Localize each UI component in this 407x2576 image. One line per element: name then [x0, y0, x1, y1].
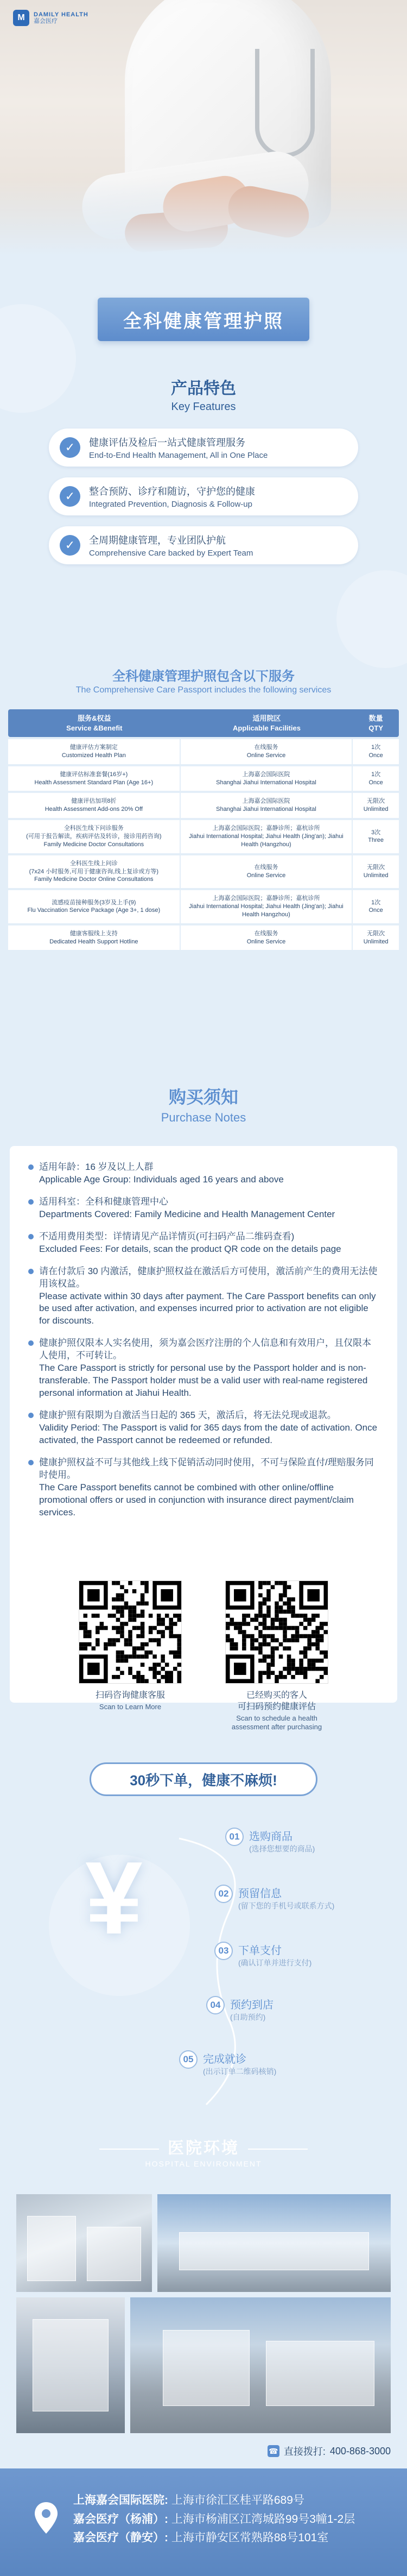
feature-label: 健康评估及检后一站式健康管理服务 — [89, 437, 245, 448]
table-header-row — [8, 709, 399, 737]
step-item — [179, 2050, 276, 2077]
table-cell: 上海嘉会国际医院 Shanghai Jiahui International Hospital — [181, 793, 353, 818]
feature-label-en: Comprehensive Care backed by Expert Team — [89, 549, 253, 558]
note-text-en: Excluded Fees: For details, scan the product QR code on the details page — [39, 1243, 341, 1254]
note-item — [28, 1231, 379, 1256]
services-section — [0, 665, 407, 952]
features-title: 产品特色 — [171, 380, 236, 398]
table-cell: 健康客服线上支持 Dedicated Health Support Hotline — [8, 925, 181, 950]
bullet-icon — [28, 1460, 34, 1465]
table-cell: 无限次 Unlimited — [353, 925, 399, 950]
bullet-icon — [28, 1269, 34, 1274]
qr-code-icon[interactable] — [79, 1580, 182, 1684]
notes-card — [10, 1146, 397, 1731]
table-header: 数量 QTY — [353, 709, 399, 737]
feature-label: 全周期健康管理，专业团队护航 — [89, 535, 226, 546]
qr-caption: 已经购买的客人 可扫码预约健康评估 — [237, 1691, 316, 1711]
qr-consult[interactable] — [76, 1580, 185, 1731]
photo-grid — [16, 2194, 391, 2433]
note-item — [28, 1337, 379, 1400]
table-cell: 健康评估方案制定 Customized Health Plan — [8, 739, 181, 764]
table-cell: 健康评估加项8折 Health Assessment Add-ons 20% Off — [8, 793, 181, 818]
table-cell: 上海嘉会国际医院；嘉静诊所；嘉杭诊所 Jiahui International Hospital; Jiahui Health (Jing'an); Jiahui Health Hangzhou) — [181, 890, 353, 923]
table-row — [8, 766, 399, 791]
table-cell: 全科医生线下问诊服务 (可用于报告解读，疾病评估及转诊，接诊用药咨询) Family Medicine Doctor Consultations — [8, 820, 181, 853]
check-icon: ✓ — [60, 535, 80, 556]
note-text-en: Please activate within 30 days after payment. The Care Passport benefits can only be used after activation, and expenses incurred prior to activation are not eligible for discounts. — [39, 1290, 376, 1326]
table-cell: 健康评估标准套餐(16岁+) Health Assessment Standard Plan (Age 16+) — [8, 766, 181, 791]
qr-caption-en: Scan to schedule a health assessment after purchasing — [231, 1714, 322, 1731]
note-text: 健康护照仅限本人实名使用，须为嘉会医疗注册的个人信息和有效用户，且仅限本人使用，不可转让。 — [39, 1338, 371, 1361]
hospital-photo — [16, 2297, 125, 2433]
hero-image — [0, 0, 407, 255]
footer — [0, 2468, 407, 2576]
table-header: 服务&权益 Service &Benefit — [8, 709, 181, 737]
environment-section — [0, 2134, 407, 2457]
table-row — [8, 890, 399, 923]
qr-caption: 扫码咨询健康客服 — [95, 1691, 165, 1700]
note-item — [28, 1196, 379, 1221]
table-header: 适用院区 Applicable Facilities — [181, 709, 353, 737]
note-text: 适用年龄：16 岁及以上人群 — [39, 1162, 154, 1172]
note-text: 请在付款后 30 内激活，健康护照权益在激活后方可使用，激活前产生的费用无法使用该权益。 — [39, 1265, 378, 1289]
note-item — [28, 1457, 379, 1519]
table-body — [8, 739, 399, 950]
table-cell: 流感疫苗接种服务(3岁及上手(9) Flu Vaccination Service Package (Age 3+, 1 dose) — [8, 890, 181, 923]
step-desc: (选择您想要的商品) — [249, 1844, 315, 1853]
note-text-en: The Care Passport benefits cannot be combined with other online/offline promotional offers or used in conjunction with insurance direct payment/claim services. — [39, 1482, 354, 1517]
features-section — [0, 375, 407, 575]
bullet-icon — [28, 1413, 34, 1418]
step-item — [214, 1885, 334, 1911]
step-desc: (留下您的手机号或联系方式) — [238, 1901, 335, 1910]
table-cell: 3次 Three — [353, 820, 399, 853]
feature-label-en: Integrated Prevention, Diagnosis & Follow-up — [89, 500, 252, 509]
step-item — [225, 1828, 315, 1854]
bullet-icon — [28, 1234, 34, 1239]
note-text-en: The Care Passport is strictly for personal use by the Passport holder and is non-transferable. The Passport holder must be a valid user with real-name registered personal information at Jiahui Health. — [39, 1363, 368, 1399]
brand-name-en: DAMILY HEALTH — [34, 11, 88, 18]
hotline[interactable] — [268, 2444, 391, 2458]
note-text: 不适用费用类型：详情请见产品详情页(可扫码产品二维码查看) — [39, 1231, 295, 1242]
step-label: 下单支付 — [238, 1945, 282, 1957]
feature-item — [49, 526, 358, 564]
feature-item — [49, 429, 358, 467]
address-item: 嘉会医疗（杨浦）: 上海市杨浦区江湾城路99号3幢1-2层 — [73, 2512, 355, 2525]
table-cell: 在线服务 Online Service — [181, 739, 353, 764]
hospital-photo — [157, 2194, 391, 2292]
address-item: 嘉会医疗（静安）: 上海市静安区常熟路88号101室 — [73, 2531, 329, 2544]
bullet-icon — [28, 1340, 34, 1346]
step-number: 03 — [214, 1942, 233, 1960]
notes-title: 购买须知 — [168, 1087, 238, 1107]
feature-label: 整合预防、诊疗和随访，守护您的健康 — [89, 486, 255, 497]
environment-subtitle: HOSPITAL ENVIRONMENT — [145, 2159, 262, 2168]
hotline-label: 直接拨打: — [283, 2446, 326, 2457]
brand-logo — [13, 10, 88, 26]
step-item — [214, 1942, 311, 1968]
location-pin-icon — [33, 2501, 60, 2535]
table-row — [8, 855, 399, 889]
table-row — [8, 739, 399, 764]
logo-mark-icon: M — [13, 10, 29, 26]
notes-subtitle: Purchase Notes — [161, 1111, 246, 1124]
page-title: 全科健康管理护照 — [98, 298, 309, 341]
services-table — [8, 707, 399, 952]
step-item — [206, 1996, 274, 2023]
note-item — [28, 1161, 379, 1186]
address-list — [73, 2491, 355, 2548]
step-label: 选购商品 — [249, 1831, 292, 1843]
note-text: 健康护照权益不可与其他线上线下促销活动同时使用，不可与保险直付/理赔服务同时使用。 — [39, 1457, 374, 1480]
environment-title: 医院环境 — [168, 2139, 239, 2157]
qr-booking[interactable] — [222, 1580, 331, 1731]
note-text-en: Departments Covered: Family Medicine and Health Management Center — [39, 1208, 335, 1219]
hospital-photo — [130, 2297, 391, 2433]
table-cell: 全科医生线上问诊 (7x24 小时服务,可用于健康咨询,线上复诊或方等) Family Medicine Doctor Online Consultations — [8, 855, 181, 889]
phone-icon: ☎ — [268, 2445, 279, 2457]
step-label: 完成就诊 — [203, 2054, 246, 2065]
table-cell: 无限次 Unlimited — [353, 855, 399, 889]
table-cell: 在线服务 Online Service — [181, 855, 353, 889]
hotline-number[interactable]: 400-868-3000 — [329, 2445, 391, 2457]
order-steps-section — [0, 1762, 407, 2121]
step-label: 预约到店 — [230, 1999, 274, 2011]
feature-label-en: End-to-End Health Management, All in One Place — [89, 451, 268, 460]
hospital-photo — [16, 2194, 152, 2292]
step-number: 02 — [214, 1885, 233, 1903]
check-icon: ✓ — [60, 486, 80, 507]
address-item: 上海嘉会国际医院: 上海市徐汇区桂平路689号 — [73, 2494, 304, 2506]
note-item — [28, 1265, 379, 1328]
feature-list — [49, 429, 358, 564]
table-cell: 上海嘉会国际医院 Shanghai Jiahui International Hospital — [181, 766, 353, 791]
bullet-icon — [28, 1199, 34, 1205]
qr-row — [10, 1580, 397, 1731]
bullet-icon — [28, 1164, 34, 1170]
table-cell: 在线服务 Online Service — [181, 925, 353, 950]
services-subtitle: The Comprehensive Care Passport includes the following services — [75, 685, 332, 695]
purchase-notes-section — [0, 1084, 407, 1731]
table-cell: 上海嘉会国际医院；嘉静诊所；嘉杭诊所 Jiahui International Hospital; Jiahui Health (Jing'an); Jiahui Health (Hangzhou) — [181, 820, 353, 853]
qr-code-icon[interactable] — [225, 1580, 328, 1684]
table-cell: 1次 Once — [353, 739, 399, 764]
note-text: 健康护照有限期为自激活当日起的 365 天，激活后，将无法兑现或退款。 — [39, 1410, 336, 1420]
step-desc: (出示订单二维码核销) — [203, 2067, 277, 2076]
qr-caption-en: Scan to Learn More — [99, 1702, 162, 1711]
table-row — [8, 820, 399, 853]
note-text-en: Applicable Age Group: Individuals aged 16 years and above — [39, 1174, 284, 1185]
yuan-icon: ¥ — [85, 1841, 143, 1956]
services-title: 全科健康管理护照包含以下服务 — [112, 669, 295, 684]
note-text-en: Validity Period: The Passport is valid for 365 days from the date of activation. Once activated, the Passport cannot be redeemed or refunded. — [39, 1422, 378, 1445]
table-cell: 1次 Once — [353, 766, 399, 791]
feature-item — [49, 477, 358, 515]
table-row — [8, 925, 399, 950]
step-number: 04 — [206, 1996, 225, 2014]
step-desc: (自助预约) — [230, 2013, 266, 2021]
note-text: 适用科室：全科和健康管理中心 — [39, 1196, 168, 1207]
table-row — [8, 793, 399, 818]
step-label: 预留信息 — [238, 1888, 282, 1900]
stethoscope — [255, 49, 315, 158]
features-subtitle: Key Features — [171, 401, 236, 413]
step-desc: (确认订单并进行支付) — [238, 1958, 312, 1967]
step-number: 01 — [225, 1828, 244, 1846]
note-item — [28, 1409, 379, 1447]
check-icon: ✓ — [60, 437, 80, 458]
brand-name-cn: 嘉会医疗 — [34, 18, 58, 24]
order-banner: 30秒下单，健康不麻烦! — [90, 1762, 317, 1796]
step-number: 05 — [179, 2050, 198, 2069]
table-cell: 1次 Once — [353, 890, 399, 923]
table-cell: 无限次 Unlimited — [353, 793, 399, 818]
